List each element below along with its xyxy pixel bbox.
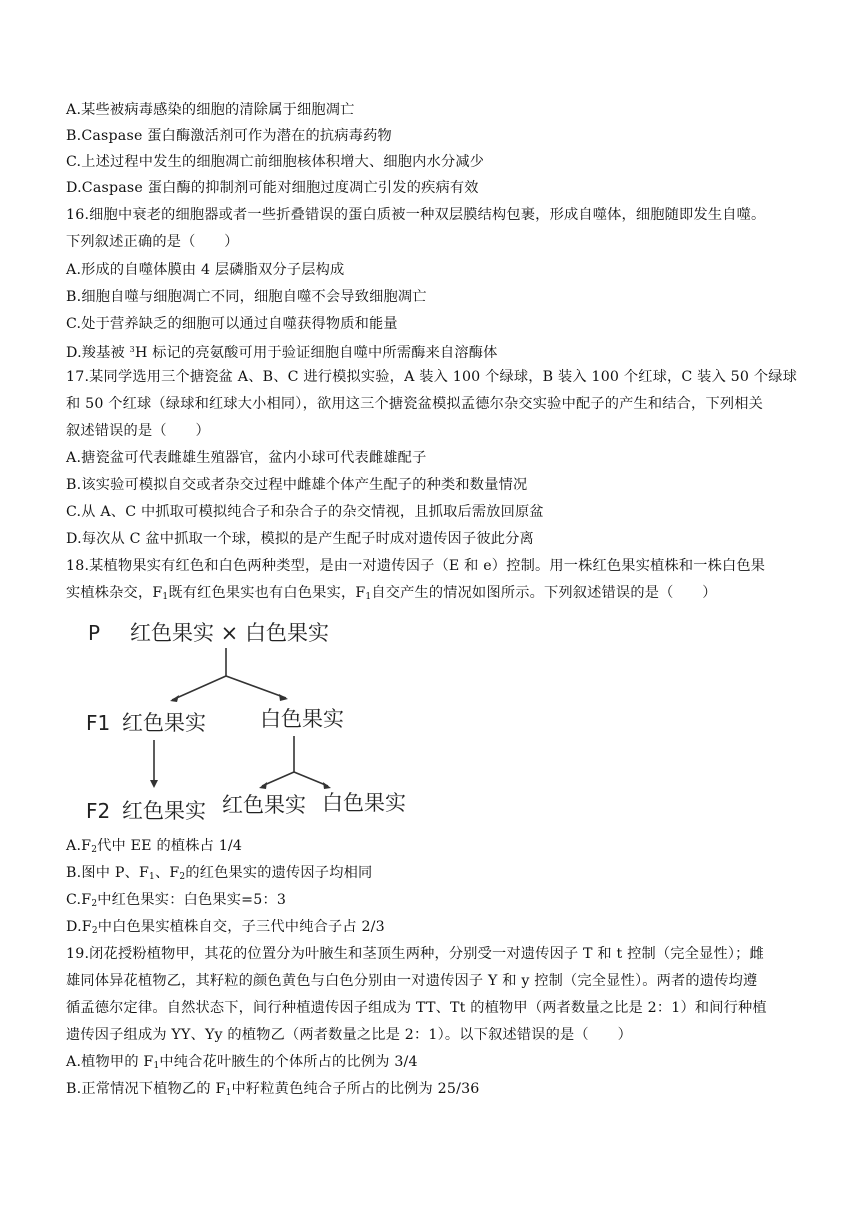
q19-stem-line-4: 遗传因子组成为 YY、Yy 的植物乙（两者数量之比是 2：1）。以下叙述错误的是（ ）: [66, 1027, 632, 1043]
q17-option-d: D.每次从 C 盆中抓取一个球，模拟的是产生配子时成对遗传因子彼此分离: [66, 531, 534, 547]
q18-option-a: $A.F_2$代中 EE 的植株占 1/4: [66, 838, 243, 855]
q18-option-b: B.图中 P、$F_1$、$F_2$的红色果实的遗传因子均相同: [66, 865, 373, 882]
q16-option-d: D.羧基被 $^3$H 标记的亮氨酸可用于验证细胞自噬中所需酶来自溶酶体: [66, 345, 498, 361]
q15-option-d: D.Caspase 蛋白酶的抑制剂可能对细胞过度凋亡引发的疾病有效: [66, 180, 479, 196]
q16-option-c: C.处于营养缺乏的细胞可以通过自噬获得物质和能量: [66, 316, 398, 332]
diagram-f2-red-1: 红色果实: [122, 799, 206, 823]
q17-option-c: C.从 A、C 中抓取可模拟纯合子和杂合子的杂交情视，且抓取后需放回原盆: [66, 504, 544, 520]
q18-stem-line-2: 实植株杂交，$F_1$既有红色果实也有白色果实，$F_1$自交产生的情况如图所示。下列叙述错误的是（ ）: [66, 585, 717, 602]
diagram-f2-red-2: 红色果实: [222, 793, 306, 817]
q16-option-a: A.形成的自噬体膜由 4 层磷脂双分子层构成: [66, 262, 345, 278]
q17-stem-line-3: 叙述错误的是（ ）: [66, 423, 210, 439]
q16-stem-line-1: 16.细胞中衰老的细胞器或者一些折叠错误的蛋白质被一种双层膜结构包裹，形成自噬体，细胞随即发生自噬。: [66, 207, 766, 223]
q19-stem-line-1: 19.闭花授粉植物甲，其花的位置分为叶腋生和茎顶生两种，分别受一对遗传因子 T 和 t 控制（完全显性）；雌: [66, 946, 764, 962]
diagram-f1-label: F1: [86, 711, 111, 735]
q17-option-b: B.该实验可模拟自交或者杂交过程中雌雄个体产生配子的种类和数量情况: [66, 477, 528, 493]
arrow-to-f1-red: [172, 676, 226, 700]
q17-stem-line-1: 17.某同学选用三个搪瓷盆 A、B、C 进行模拟实验，A 装入 100 个绿球，B 装入 100 个红球，C 装入 50 个绿球: [66, 369, 797, 385]
q19-stem-line-2: 雄同体异花植物乙，其籽粒的颜色黄色与白色分别由一对遗传因子 Y 和 y 控制（完全显性）。两者的遗传均遵: [66, 973, 758, 989]
q16-option-b: B.细胞自噬与细胞凋亡不同，细胞自噬不会导致细胞凋亡: [66, 289, 427, 305]
q17-option-a: A.搪瓷盆可代表雌雄生殖器官，盆内小球可代表雌雄配子: [66, 450, 427, 466]
q17-stem-line-2: 和 50 个红球（绿球和红球大小相同），欲用这三个搪瓷盆模拟孟德尔杂交实验中配子的产生和结合，下列相关: [66, 396, 763, 412]
q15-option-a: A.某些被病毒感染的细胞的清除属于细胞凋亡: [66, 102, 355, 118]
arrow-to-f1-white: [226, 676, 286, 698]
diagram-f1-red: 红色果实: [122, 711, 206, 735]
diagram-f2-label: F2: [86, 799, 111, 823]
genetic-cross-diagram: [76, 612, 436, 832]
q15-option-c: C.上述过程中发生的细胞凋亡前细胞核体积增大、细胞内水分减少: [66, 154, 485, 170]
q18-option-d: $D.F_2$中白色果实植株自交，子三代中纯合子占 2/3: [66, 919, 385, 936]
diagram-f2-white: 白色果实: [322, 791, 406, 815]
q16-stem-line-2: 下列叙述正确的是（ ）: [66, 234, 239, 250]
diagram-f1-white: 白色果实: [260, 707, 344, 731]
diagram-p-cross: 红色果实 × 白色果实: [130, 621, 329, 645]
diagram-p-label: P: [88, 621, 101, 645]
q19-option-b: B.正常情况下植物乙的 $F_1$中籽粒黄色纯合子所占的比例为 25/36: [66, 1081, 480, 1098]
q18-option-c: $C.F_2$中红色果实：白色果实=5：3: [66, 892, 287, 909]
q18-stem-line-1: 18.某植物果实有红色和白色两种类型，是由一对遗传因子（E 和 e）控制。用一株红色果实植株和一株白色果: [66, 558, 766, 574]
q19-option-a: A.植物甲的 $F_1$中纯合花叶腋生的个体所占的比例为 3/4: [66, 1054, 418, 1071]
q15-option-b: B.Caspase 蛋白酶激活剂可作为潜在的抗病毒药物: [66, 128, 392, 144]
q19-stem-line-3: 循孟德尔定律。自然状态下，间行种植遗传因子组成为 TT、Tt 的植物甲（两者数量之比是 2：1）和间行种植: [66, 1000, 767, 1016]
